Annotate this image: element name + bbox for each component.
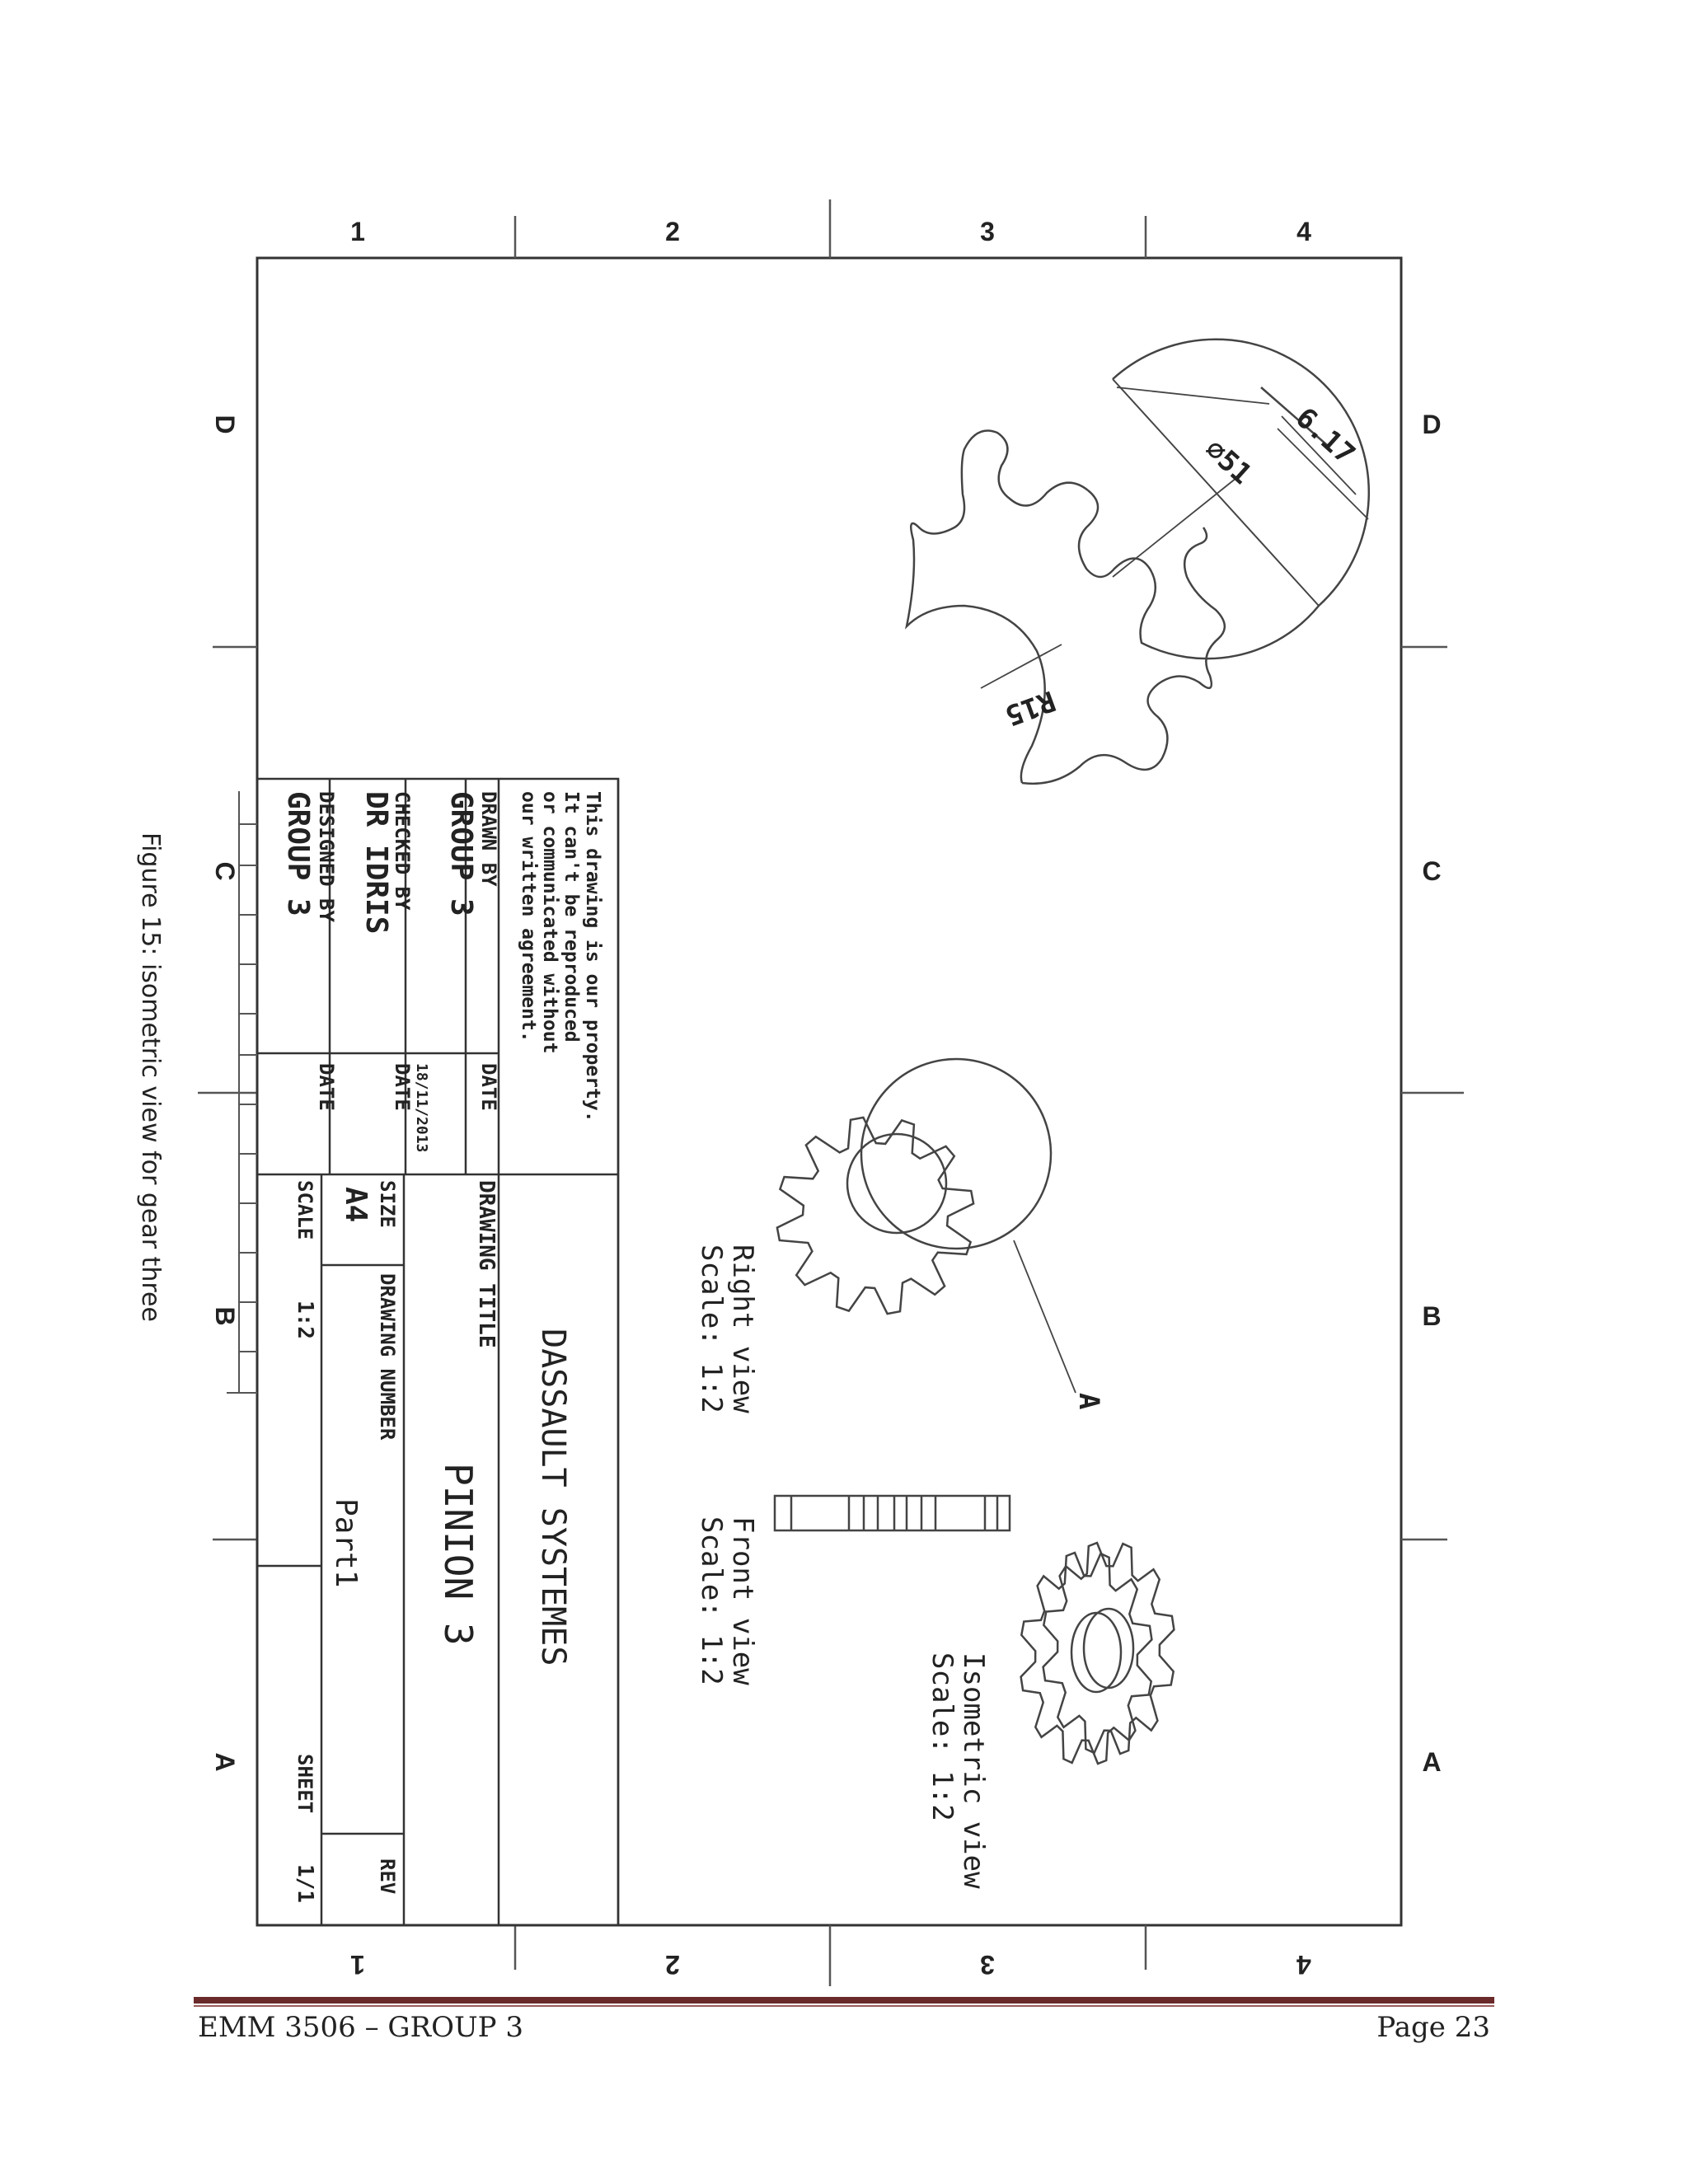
dim-r15-label: R15 (1001, 683, 1060, 733)
company-name: DASSAULT SYSTEMES (534, 1329, 572, 1666)
sheet-value: 1/1 (293, 1864, 317, 1903)
footer-rule (194, 1997, 1494, 2004)
zone-left-a: A (210, 1752, 240, 1772)
right-view-overlays (847, 1059, 1076, 1393)
iso-view-scale: Scale: 1:2 (926, 1652, 959, 1821)
scale-label: SCALE (293, 1180, 316, 1240)
right-view-gear (777, 1118, 973, 1314)
front-view (775, 1496, 1010, 1530)
drawing-number-label: DRAWING NUMBER (376, 1273, 399, 1441)
zone-top-4: 4 (1296, 217, 1311, 246)
notice-line-2: It can't be reproduced (560, 791, 582, 1043)
drawing-title-value: PINION 3 (436, 1463, 481, 1646)
iso-gear-bore-back (1071, 1613, 1121, 1692)
right-view-title: Right view (726, 1244, 759, 1413)
zone-bottom-1: 1 (350, 1950, 365, 1980)
right-view-scale: Scale: 1:2 (695, 1244, 728, 1413)
zone-top-2: 2 (665, 217, 680, 246)
zone-top-1: 1 (350, 217, 365, 246)
zone-bottom-3: 3 (980, 1950, 995, 1980)
checked-by-label: CHECKED BY (391, 791, 414, 911)
notice-line-1: This drawing is our property. (582, 791, 603, 1122)
zone-ticks (198, 199, 1464, 1986)
zone-top-3: 3 (980, 217, 995, 246)
checked-by-value: DR IDRIS (359, 791, 393, 935)
designed-by-value: GROUP 3 (281, 791, 315, 916)
front-view-title: Front view (726, 1516, 759, 1685)
size-value: A4 (339, 1187, 373, 1223)
right-view-gear-outline (777, 1118, 973, 1314)
footer-rule-thin (194, 2005, 1494, 2007)
drawn-by-value: GROUP 3 (444, 791, 478, 916)
figure-caption: Figure 15: isometric view for gear three (136, 832, 165, 1322)
zone-right-d: D (1422, 410, 1442, 439)
notice-line-4: our written agreement. (518, 791, 539, 1043)
zone-left-d: D (210, 415, 240, 434)
iso-view-title: Isometric view (957, 1652, 990, 1889)
zone-right-c: C (1422, 856, 1442, 886)
isometric-gear (1021, 1543, 1175, 1764)
footer-course: EMM 3506 – GROUP 3 (198, 2011, 524, 2044)
designed-by-label: DESIGNED BY (315, 791, 338, 922)
dim-phi51-label: ∅51 (1198, 432, 1259, 491)
date-label-2: DATE (391, 1063, 414, 1111)
dim-617-label: 6.17 (1288, 401, 1362, 471)
rev-label: REV (376, 1858, 399, 1895)
footer-page-number: Page 23 (1376, 2011, 1490, 2044)
zone-bottom-4: 4 (1296, 1950, 1311, 1980)
size-label: SIZE (376, 1180, 399, 1228)
date-label-3: DATE (315, 1063, 338, 1111)
scale-value: 1:2 (293, 1301, 317, 1339)
notice-line-3: or communicated without (539, 791, 560, 1054)
sheet-label: SHEET (293, 1754, 316, 1814)
detail-view (907, 340, 1369, 784)
detail-a-label: A (1072, 1393, 1105, 1410)
front-view-scale: Scale: 1:2 (695, 1516, 728, 1685)
figure-caption-wrap (136, 832, 190, 1409)
date-label-1: DATE (477, 1063, 500, 1111)
zone-left-c: C (210, 861, 240, 881)
date-value: 18/11/2013 (413, 1063, 430, 1153)
zone-right-b: B (1422, 1301, 1442, 1331)
iso-gear-bore (1084, 1609, 1133, 1688)
drawing-title-label: DRAWING TITLE (474, 1180, 499, 1348)
drawing-number-value: Part1 (329, 1498, 363, 1588)
zone-left-b: B (210, 1306, 240, 1326)
zone-right-a: A (1422, 1747, 1442, 1777)
drawn-by-label: DRAWN BY (477, 791, 500, 887)
zone-bottom-2: 2 (665, 1950, 680, 1980)
